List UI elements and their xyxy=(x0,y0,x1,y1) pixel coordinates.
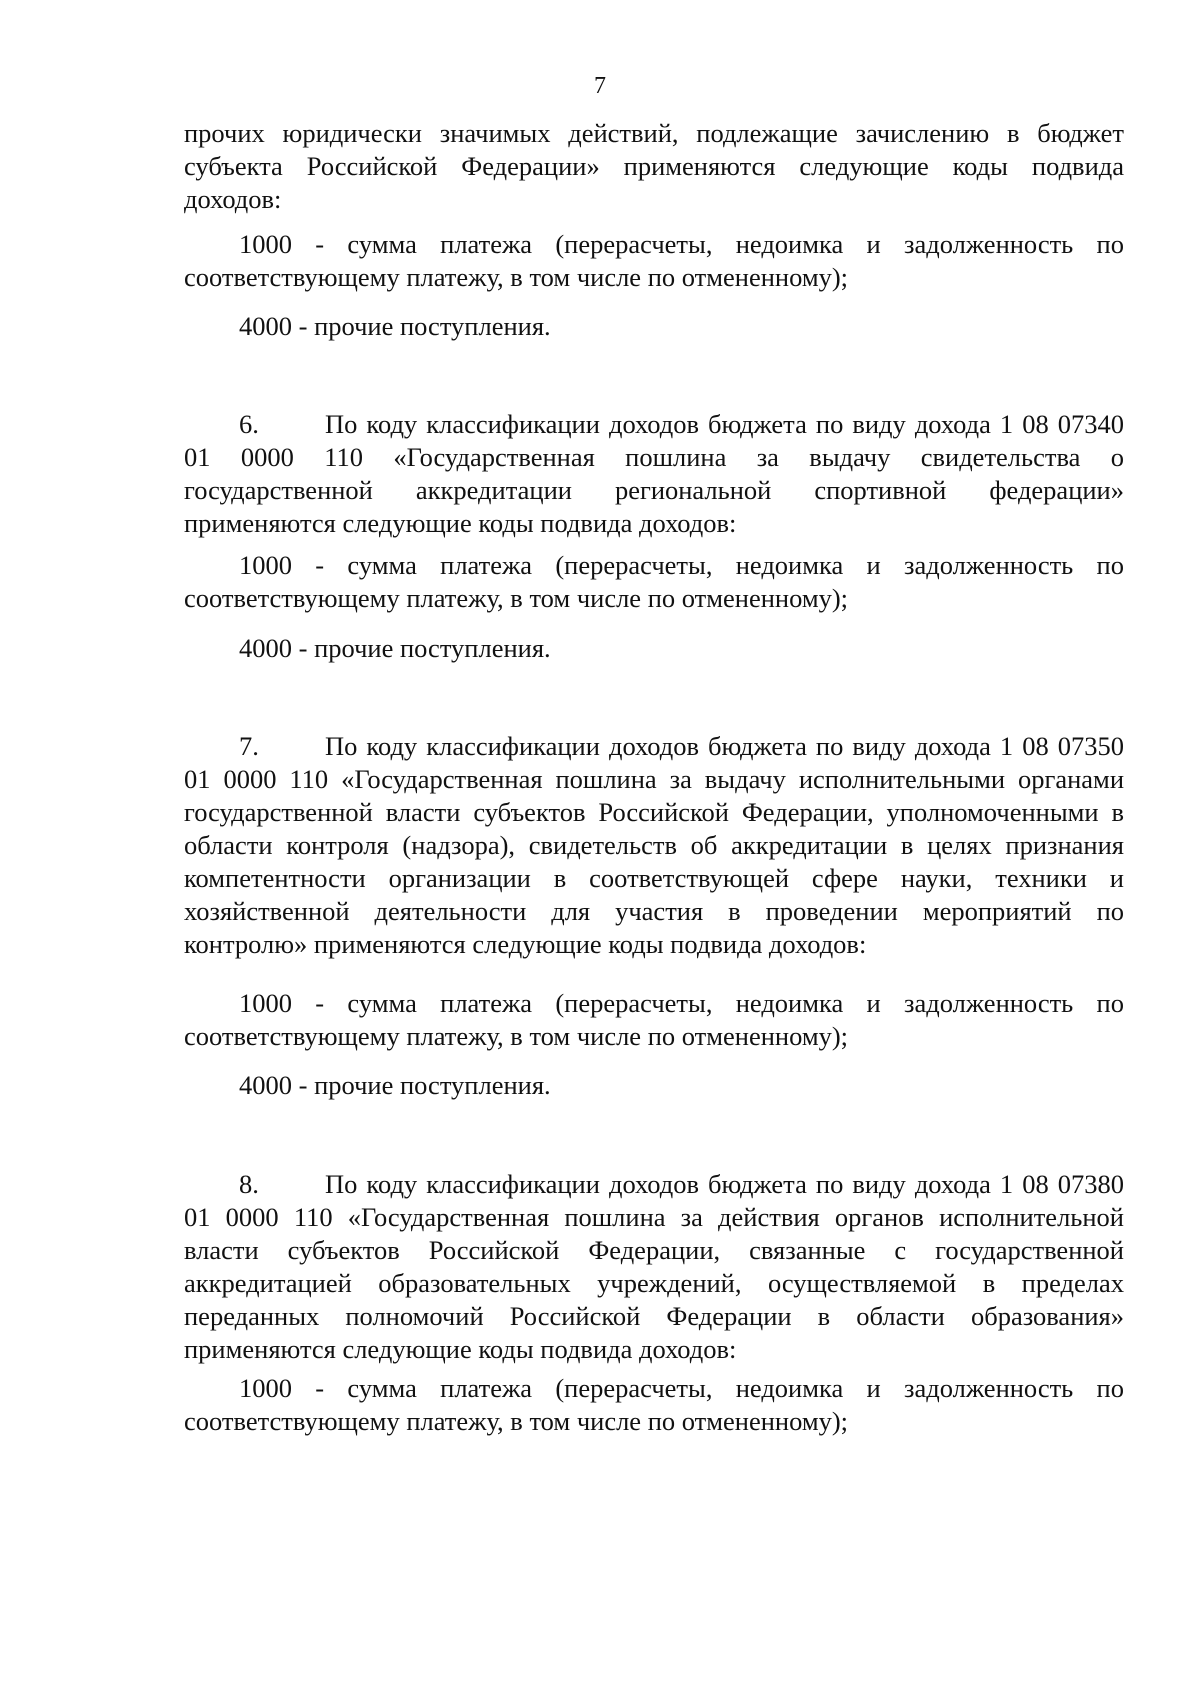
section-6-number: 6. xyxy=(239,409,259,439)
section-7-code-4000: 4000 - прочие поступления. xyxy=(239,1070,551,1100)
paragraph-code-1000: 1000 - сумма платежа (перерасчеты, недоимка и задолженность по соответствующему платежу, в том числе по отмененному); xyxy=(184,229,1124,292)
section-6-code-4000: 4000 - прочие поступления. xyxy=(239,633,551,663)
section-8 xyxy=(184,1168,1124,1366)
section-8-text: По коду классификации доходов бюджета по виду дохода 1 08 07380 01 0000 110 «Государственная пошлина за действия органов исполнительной власти субъектов Российской Федерации, связанные с государственной аккредитацией образовательных учреждений, осуществляемой в пределах переданных полномочий Российской Федерации в области образования» применяются следующие коды подвида доходов: xyxy=(184,1169,1124,1364)
section-7-number: 7. xyxy=(239,731,259,761)
section-7 xyxy=(184,730,1124,961)
page-number: 7 xyxy=(594,73,606,99)
paragraph-code-4000: 4000 - прочие поступления. xyxy=(239,311,551,341)
section-7-text: По коду классификации доходов бюджета по виду дохода 1 08 07350 01 0000 110 «Государственная пошлина за выдачу исполнительными органами государственной власти субъектов Российской Федерации, уполномоченными в области контроля (надзора), свидетельств об аккредитации в целях признания компетентности организации в соответствующей сфере науки, техники и хозяйственной деятельности для участия в проведении мероприятий по контролю» применяются следующие коды подвида доходов: xyxy=(184,731,1124,959)
paragraph-continuation: прочих юридически значимых действий, подлежащие зачислению в бюджет субъекта Российской Федерации» применяются следующие коды подвида доходов: xyxy=(184,118,1124,214)
section-8-number: 8. xyxy=(239,1169,259,1199)
section-6 xyxy=(184,408,1124,540)
section-6-code-1000: 1000 - сумма платежа (перерасчеты, недоимка и задолженность по соответствующему платежу, в том числе по отмененному); xyxy=(184,550,1124,613)
section-7-code-1000: 1000 - сумма платежа (перерасчеты, недоимка и задолженность по соответствующему платежу, в том числе по отмененному); xyxy=(184,988,1124,1051)
section-8-code-1000: 1000 - сумма платежа (перерасчеты, недоимка и задолженность по соответствующему платежу, в том числе по отмененному); xyxy=(184,1373,1124,1436)
section-6-text: По коду классификации доходов бюджета по виду дохода 1 08 07340 01 0000 110 «Государственная пошлина за выдачу свидетельства о государственной аккредитации региональной спортивной федерации» применяются следующие коды подвида доходов: xyxy=(184,409,1124,538)
